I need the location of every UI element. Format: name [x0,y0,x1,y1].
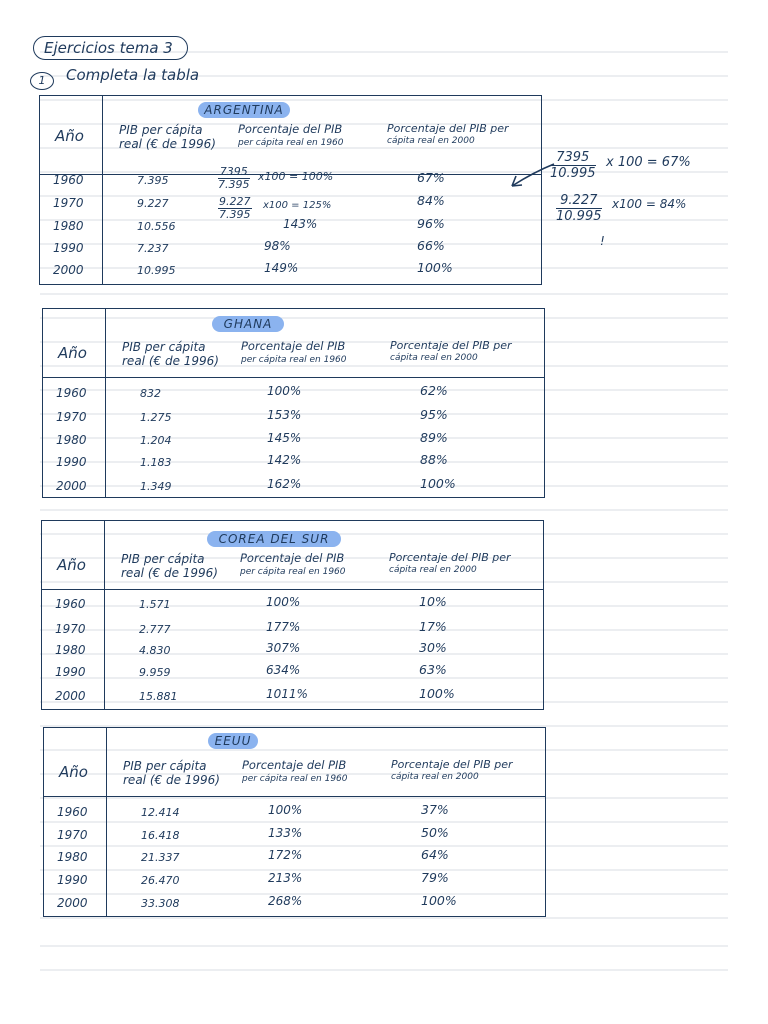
cell-pib: 832 [140,387,161,400]
header-pib [123,759,220,787]
cell-year: 1960 [56,386,87,400]
cell-pct-2000: 63% [419,662,447,677]
arrow-icon [504,160,556,192]
cell-pct-1960: 177% [266,620,301,634]
cell-year: 1970 [53,196,84,210]
cell-pct-2000: 100% [421,893,457,908]
side-calc-fraction-1 [550,150,596,181]
cell-pct-2000: 89% [420,430,448,445]
header-pct-2000 [387,123,509,147]
cell-year: 1980 [56,433,87,447]
cell-year: 1970 [55,622,86,636]
cell-year: 1990 [55,665,86,679]
header-year: Año [58,344,87,362]
side-numerator: 7395 [550,150,596,166]
header-pct-1960 [240,552,346,578]
cell-pib: 12.414 [141,806,180,819]
side-numerator: 9.227 [556,193,602,209]
calc-fraction-1960 [218,166,250,191]
cell-pct-2000: 64% [421,847,449,862]
side-calc-result-2: x100 = 84% [612,197,687,211]
header-pct-1960-line2: per cápita real en 1960 [238,138,344,148]
cell-pib: 10.556 [137,220,176,233]
cell-pib: 1.275 [140,411,172,424]
cell-year: 2000 [53,263,84,277]
header-year: Año [57,556,86,574]
header-pib-line2: real (€ de 1996) [122,354,219,368]
table-divider [102,96,103,284]
cell-pct-2000: 66% [417,238,445,253]
country-label: GHANA [212,316,284,332]
table-divider [43,377,544,378]
table-divider [106,728,107,916]
cell-pct-1960: 172% [268,848,303,862]
side-calc-result-1: x 100 = 67% [606,155,691,170]
cell-pct-2000: 100% [417,260,453,275]
cell-pct-1960: 153% [267,408,302,422]
cell-pct-1960: 634% [266,663,301,677]
header-year: Año [55,127,84,145]
country-label: ARGENTINA [198,102,290,118]
cell-pct-2000: 95% [420,407,448,422]
cell-year: 1990 [56,455,87,469]
cell-pct-2000: 79% [421,870,449,885]
header-pib [119,123,216,151]
calc-fraction-1970 [218,196,252,221]
table-divider [105,309,106,497]
cell-pct-2000: 17% [419,619,447,634]
calc-numerator: 7395 [219,165,248,178]
cell-year: 1960 [57,805,88,819]
cell-pib: 1.571 [139,598,171,611]
header-pct-2000 [390,340,512,364]
cell-pib: 4.830 [139,644,171,657]
cell-pct-1960: 149% [264,261,299,275]
header-pct-2000-line2: cápita real en 2000 [389,565,477,575]
header-pct-1960 [241,340,347,366]
header-pct-2000-line2: cápita real en 2000 [387,136,475,146]
cell-year: 1990 [57,873,88,887]
cell-year: 1970 [57,828,88,842]
cell-pib: 7.237 [137,242,169,255]
header-pct-1960-line1: Porcentaje del PIB [241,339,346,353]
exercise-instruction: Completa la tabla [66,66,200,84]
cell-pct-1960: 213% [268,871,303,885]
cell-pct-1960: 100% [266,595,301,609]
side-denominator: 10.995 [550,166,596,181]
header-pct-2000 [391,759,513,783]
header-pib-line2: real (€ de 1996) [121,566,218,580]
header-pib-line1: PIB per cápita [123,759,207,773]
header-pct-2000-line1: Porcentaje del PIB per [391,758,513,771]
header-pib-line1: PIB per cápita [121,552,205,566]
cell-pib: 1.183 [140,456,172,469]
header-pct-2000-line2: cápita real en 2000 [390,353,478,363]
cell-pct-1960: 98% [264,239,291,253]
table-divider [42,589,543,590]
header-pct-1960 [238,123,344,149]
side-calc-mark: ! [600,234,605,248]
header-pib [121,552,218,580]
cell-pib: 1.204 [140,434,172,447]
header-pct-2000 [389,552,511,576]
header-pct-2000-line1: Porcentaje del PIB per [390,339,512,352]
cell-pct-1960: 133% [268,826,303,840]
header-pib-line1: PIB per cápita [119,123,203,137]
calc-result-1970: x100 = 125% [263,200,332,211]
data-table [41,520,544,710]
cell-pct-2000: 96% [417,216,445,231]
cell-year: 1980 [55,643,86,657]
header-pct-1960 [242,759,348,785]
cell-pct-2000: 100% [419,686,455,701]
cell-pib: 33.308 [141,897,180,910]
cell-pct-1960: 268% [268,894,303,908]
cell-pct-2000: 37% [421,802,449,817]
header-pib-line2: real (€ de 1996) [119,137,216,151]
cell-pib: 2.777 [139,623,171,636]
cell-pib: 7.395 [137,174,169,187]
header-pib-line1: PIB per cápita [122,340,206,354]
cell-pct-1960: 142% [267,453,302,467]
header-pct-1960-line1: Porcentaje del PIB [242,758,347,772]
cell-year: 1980 [57,850,88,864]
header-pib [122,340,219,368]
header-pct-1960-line1: Porcentaje del PIB [240,551,345,565]
cell-pct-2000: 84% [417,193,445,208]
header-pct-1960-line1: Porcentaje del PIB [238,122,343,136]
header-year: Año [59,763,88,781]
cell-pct-2000: 10% [419,594,447,609]
header-pct-1960-line2: per cápita real en 1960 [240,567,346,577]
data-table [42,308,545,498]
cell-pct-1960: 162% [267,477,302,491]
header-pct-2000-line1: Porcentaje del PIB per [387,122,509,135]
cell-pct-1960: 1011% [266,687,308,701]
cell-year: 1960 [53,173,84,187]
cell-pib: 16.418 [141,829,180,842]
cell-pct-2000: 100% [420,476,456,491]
cell-pct-1960: 100% [267,384,302,398]
side-calc-fraction-2 [556,193,602,224]
calc-denominator: 7.395 [218,178,250,191]
side-denominator: 10.995 [556,209,602,224]
cell-pct-1960: 143% [283,217,318,231]
cell-pct-2000: 62% [420,383,448,398]
cell-pib: 21.337 [141,851,180,864]
exercise-number: 1 [30,72,54,90]
cell-year: 2000 [55,689,86,703]
cell-year: 2000 [56,479,87,493]
header-pct-1960-line2: per cápita real en 1960 [241,355,347,365]
cell-pib: 1.349 [140,480,172,493]
cell-pib: 10.995 [137,264,176,277]
cell-pct-2000: 88% [420,452,448,467]
cell-pib: 15.881 [139,690,178,703]
cell-year: 1960 [55,597,86,611]
cell-year: 1980 [53,219,84,233]
cell-year: 2000 [57,896,88,910]
calc-numerator: 9.227 [219,195,251,208]
cell-pct-1960: 145% [267,431,302,445]
country-label: EEUU [208,733,258,749]
cell-pib: 9.227 [137,197,169,210]
table-divider [44,796,545,797]
cell-pct-1960: 307% [266,641,301,655]
cell-pct-2000: 67% [417,170,445,185]
cell-pib: 26.470 [141,874,180,887]
cell-pib: 9.959 [139,666,171,679]
header-pib-line2: real (€ de 1996) [123,773,220,787]
country-label: COREA DEL SUR [207,531,341,547]
table-divider [104,521,105,709]
cell-pct-2000: 30% [419,640,447,655]
cell-pct-1960: 100% [268,803,303,817]
cell-year: 1970 [56,410,87,424]
data-table [43,727,546,917]
header-pct-2000-line2: cápita real en 2000 [391,772,479,782]
header-pct-2000-line1: Porcentaje del PIB per [389,551,511,564]
calc-result-1960: x100 = 100% [258,170,334,183]
cell-year: 1990 [53,241,84,255]
cell-pct-2000: 50% [421,825,449,840]
calc-denominator: 7.395 [219,208,251,221]
page-title: Ejercicios tema 3 [33,36,188,60]
header-pct-1960-line2: per cápita real en 1960 [242,774,348,784]
